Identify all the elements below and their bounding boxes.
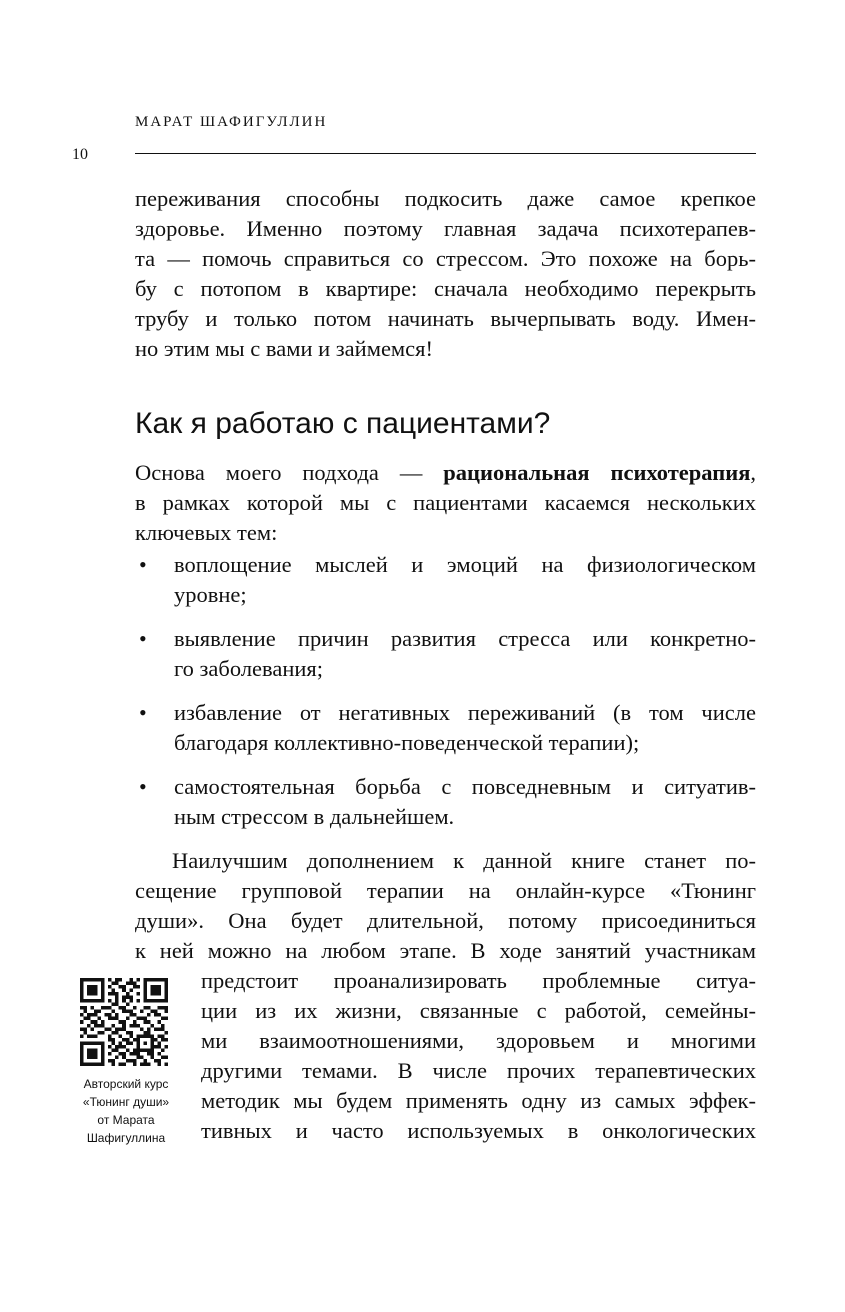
text-line: методик мы будем применять одну из самых эффек- (201, 1088, 756, 1113)
text-line: ным стрессом в дальнейшем. (174, 804, 455, 829)
page-number: 10 (72, 146, 88, 163)
bullet-marker: • (139, 626, 147, 651)
bullet-marker: • (139, 774, 147, 799)
text-line: в рамках которой мы с пациентами касаемся нескольких (135, 490, 756, 515)
text-span: , (750, 460, 756, 485)
text-line: сещение групповой терапии на онлайн-курсе «Тюнинг (135, 878, 756, 903)
text-line (135, 458, 756, 488)
text-line: го заболевания; (174, 656, 324, 681)
text-line: здоровье. Именно поэтому главная задача психотерапев- (135, 216, 756, 241)
caption-line: Авторский курс (83, 1077, 169, 1091)
text-line: тивных и часто используемых в онкологических (201, 1118, 756, 1143)
bullet-marker: • (139, 552, 147, 577)
bullet-marker: • (139, 700, 147, 725)
text-line: уровне; (174, 582, 247, 607)
qr-caption (76, 1075, 176, 1147)
text-span: Основа моего подхода — (135, 460, 444, 485)
text-line: бу с потопом в квартире: сначала необходимо перекрыть (135, 276, 756, 301)
caption-line: «Тюнинг души» (82, 1095, 170, 1109)
text-line: но этим мы с вами и займемся! (135, 336, 433, 361)
caption-line: Шафигуллина (86, 1131, 166, 1145)
text-line: воплощение мыслей и эмоций на физиологическом (174, 552, 756, 577)
text-line: к ней можно на любом этапе. В ходе занятий участникам (135, 938, 756, 963)
text-line: ции из их жизни, связанные с работой, семейны- (201, 998, 756, 1023)
caption-line: от Марата (97, 1113, 155, 1127)
text-line: ключевых тем: (135, 520, 278, 545)
running-head-author: МАРАТ ШАФИГУЛЛИН (135, 114, 328, 130)
text-line: избавление от негативных переживаний (в том числе (174, 700, 756, 725)
text-line: самостоятельная борьба с повседневным и ситуатив- (174, 774, 756, 799)
text-line: благодаря коллективно-поведенческой терапии); (174, 730, 640, 755)
text-line: выявление причин развития стресса или конкретно- (174, 626, 756, 651)
bold-term: рациональная психотерапия (443, 460, 751, 485)
section-heading: Как я работаю с пациентами? (135, 407, 551, 440)
text-line: переживания способны подкосить даже самое крепкое (135, 186, 756, 211)
qr-code[interactable] (80, 978, 168, 1066)
text-line: предстоит проанализировать проблемные ситуа- (201, 968, 756, 993)
text-line: Наилучшим дополнением к данной книге станет по- (172, 848, 756, 873)
text-line: другими темами. В числе прочих терапевтических (201, 1058, 756, 1083)
text-line: души». Она будет длительной, потому присоединиться (135, 908, 756, 933)
header-rule (135, 153, 756, 154)
text-line: ми взаимоотношениями, здоровьем и многими (201, 1028, 756, 1053)
text-line: та — помочь справиться со стрессом. Это похоже на борь- (135, 246, 756, 271)
text-line: трубу и только потом начинать вычерпывать воду. Имен- (135, 306, 756, 331)
